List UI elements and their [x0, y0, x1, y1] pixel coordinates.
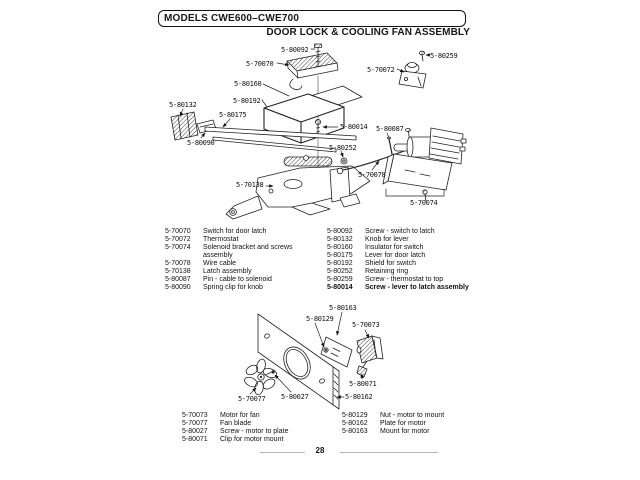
part-label-clip: 5-80071	[349, 380, 377, 388]
part-number: 5-70070	[165, 228, 191, 235]
part-description: Solenoid bracket and screws assembly	[203, 244, 293, 259]
part-description: Shield for switch	[365, 260, 416, 267]
part-label-mount: 5-80163	[329, 304, 357, 312]
parts-list-row	[165, 244, 307, 260]
switch-part	[287, 53, 338, 90]
page-title: DOOR LOCK & COOLING FAN ASSEMBLY	[266, 27, 470, 38]
part-label-solenoid-bracket: 5-70074	[410, 199, 438, 207]
part-label-switch: 5-70070	[246, 60, 274, 68]
part-description: Switch for door latch	[203, 228, 267, 235]
parts-list-row	[165, 284, 307, 292]
part-description: Screw - lever to latch assembly	[365, 284, 469, 291]
parts-list-row	[327, 244, 487, 252]
part-description: Screw - motor to plate	[220, 428, 289, 435]
parts-list-row	[182, 428, 342, 436]
part-number: 5-70073	[182, 412, 208, 419]
part-number: 5-80163	[342, 428, 368, 435]
latch-assembly-part	[226, 166, 370, 219]
thermostat-part	[399, 63, 426, 89]
part-label-knob: 5-80132	[169, 101, 197, 109]
part-description: Fan blade	[220, 420, 252, 427]
part-description: Retaining ring	[365, 268, 409, 275]
part-number: 5-80162	[342, 420, 368, 427]
part-label-screw-lever: 5-80014	[340, 123, 368, 131]
shaft-line	[265, 373, 271, 376]
fan-blade-part	[243, 358, 278, 395]
part-number: 5-80192	[327, 260, 353, 267]
part-number: 5-80090	[165, 284, 191, 291]
part-description: Spring clip for knob	[203, 284, 263, 291]
part-label-pin: 5-80087	[376, 125, 404, 133]
part-number: 5-80087	[165, 276, 191, 283]
part-number: 5-80252	[327, 268, 353, 275]
part-description: Nut - motor to mount	[380, 412, 445, 419]
parts-list-row	[165, 236, 307, 244]
parts-list-row	[182, 436, 342, 444]
nut-part	[324, 348, 328, 352]
parts-list-row	[342, 412, 502, 420]
shaft-dot	[271, 370, 274, 373]
part-number: 5-80092	[327, 228, 353, 235]
part-description: Screw - thermostat to top	[365, 276, 444, 283]
part-description: Knob for lever	[365, 236, 409, 243]
part-number: 5-70077	[182, 420, 208, 427]
part-label-latch-assembly: 5-70138	[236, 181, 264, 189]
parts-list-row	[327, 228, 487, 236]
parts-list-row	[342, 428, 502, 436]
motor-part	[357, 336, 383, 363]
bracket-span	[386, 189, 444, 196]
part-description: Wire cable	[203, 260, 237, 267]
part-label-wire-cable: 5-70078	[358, 171, 386, 179]
part-label-shield: 5-80192	[233, 97, 261, 105]
parts-list-row	[327, 260, 487, 268]
part-number: 5-80129	[342, 412, 368, 419]
part-number: 5-70078	[165, 260, 191, 267]
part-label-plate: 5-80162	[345, 393, 373, 401]
parts-list-row	[165, 260, 307, 268]
part-number: 5-70074	[165, 244, 191, 251]
parts-list-row	[327, 276, 487, 284]
part-description: Clip for motor mount	[220, 436, 284, 443]
knob-part	[171, 112, 198, 140]
parts-list-row	[182, 420, 342, 428]
models-title: MODELS CWE600–CWE700	[164, 13, 300, 24]
part-number: 5-80027	[182, 428, 208, 435]
part-label-spring-clip: 5-80090	[187, 139, 215, 147]
parts-list-row	[327, 268, 487, 276]
part-number: 5-80259	[327, 276, 353, 283]
part-label-fan-blade: 5-70077	[238, 395, 266, 403]
door-lock-parts-list-right	[327, 228, 487, 292]
fan-parts-list-right	[342, 412, 502, 436]
part-description: Insulator for switch	[365, 244, 424, 251]
part-number: 5-80014	[327, 284, 353, 291]
part-label-insulator: 5-80160	[234, 80, 262, 88]
part-description: Motor for fan	[220, 412, 260, 419]
part-label-nut: 5-80129	[306, 315, 334, 323]
part-number: 5-70138	[165, 268, 191, 275]
part-description: Latch assembly	[203, 268, 252, 275]
page-number: 28	[315, 446, 325, 455]
parts-list-row	[327, 252, 487, 260]
part-label-screw-switch: 5-80092	[281, 46, 309, 54]
part-label-thermostat: 5-70072	[367, 66, 395, 74]
part-number: 5-80175	[327, 252, 353, 259]
part-label-screw-thermostat: 5-80259	[430, 52, 458, 60]
parts-list-row	[327, 236, 487, 244]
part-number: 5-80160	[327, 244, 353, 251]
solenoid-bracket-part	[383, 154, 452, 201]
part-label-retaining-ring: 5-80252	[329, 144, 357, 152]
part-description: Pin - cable to solenoid	[203, 276, 272, 283]
parts-list-row	[165, 228, 307, 236]
part-number: 5-80071	[182, 436, 208, 443]
part-number: 5-80132	[327, 236, 353, 243]
parts-list-row	[342, 420, 502, 428]
screw-thermostat-part	[419, 51, 424, 61]
parts-list-row	[327, 284, 487, 292]
parts-list-row	[165, 276, 307, 284]
part-label-screw-motor: 5-80027	[281, 393, 309, 401]
part-label-motor: 5-70073	[352, 321, 380, 329]
fan-parts-list-left	[182, 412, 342, 444]
door-lock-parts-list-left	[165, 228, 307, 292]
part-description: Screw - switch to latch	[365, 228, 435, 235]
parts-list-row	[182, 412, 342, 420]
part-label-lever: 5-80175	[219, 111, 247, 119]
part-number: 5-70072	[165, 236, 191, 243]
part-description: Plate for motor	[380, 420, 426, 427]
parts-list-row	[165, 268, 307, 276]
part-description: Thermostat	[203, 236, 239, 243]
part-description: Lever for door latch	[365, 252, 426, 259]
part-description: Mount for motor	[380, 428, 430, 435]
